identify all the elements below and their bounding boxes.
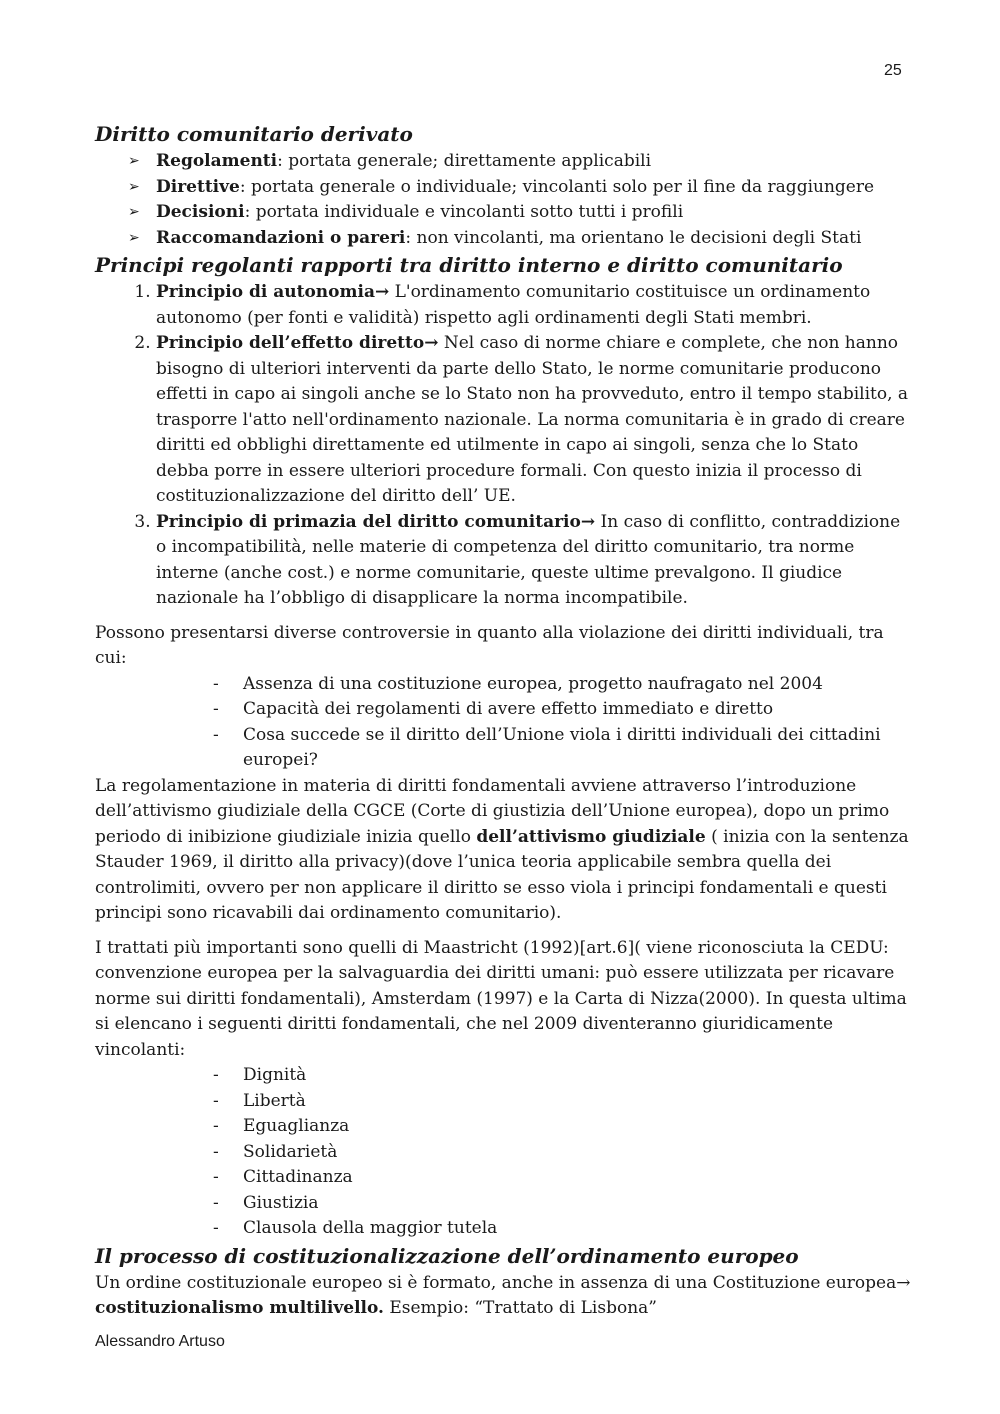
list-item [156, 331, 915, 510]
item-text: : portata individuale e vincolanti sotto tutti i profili [244, 202, 684, 222]
list-item [156, 510, 915, 612]
arrow-bullet-icon: ➢ [128, 153, 140, 169]
section-title: Il processo di costituzionalizzazione dell’ordinamento europeo [95, 1243, 799, 1268]
paragraph: I trattati più importanti sono quelli di Maastricht (1992)[art.6]( viene riconosciuta la CEDU: convenzione europea per la salvaguardia dei diritti umani: può essere utilizzata per ricavare norme sui diritti fondamentali), Amsterdam (1997) e la Carta di Nizza(2000). In questa ultima si elencano i seguenti diritti fondamentali, che nel 2009 diventeranno giuridicamente vincolanti: [95, 937, 907, 1060]
list-item: - Libertà [243, 1089, 915, 1115]
list-item [156, 280, 915, 331]
item-term: Raccomandazioni o pareri [156, 227, 406, 248]
list-item: - Clausola della maggior tutela [243, 1216, 915, 1242]
dash-bullet: - [213, 1218, 219, 1238]
item-text: In caso di conflitto, contraddizione o incompatibilità, nelle materie di competenza del diritto comunitario, tra norme interne (anche cost.) e norme comunitarie, queste ultime prevalgono. Il giudice nazionale ha l’obbligo di disapplicare la norma incompatibile. [156, 511, 901, 608]
list-item: - Capacità dei regolamenti di avere effetto immediato e diretto [243, 697, 915, 723]
item-term: Decisioni [156, 202, 245, 222]
item-term: Principio di autonomia→ [156, 282, 390, 302]
principles-list [95, 280, 915, 612]
list-item: - Giustizia [243, 1191, 915, 1217]
item-term: Direttive [156, 176, 240, 197]
list-item: - Solidarietà [243, 1140, 915, 1166]
item-text: Nel caso di norme chiare e complete, che non hanno bisogno di ulteriori interventi da parte dello Stato, le norme comunitarie producono effetti in capo ai singoli anche se lo Stato non ha provveduto, entro il tempo stabilito, a trasporre l'atto nell'ordinamento nazionale. La norma comunitaria è in grado di creare diritti ed obblighi direttamente ed utilmente in capo ai singoli, senza che lo Stato debba porre in essere ulteriori procedure formali. Con questo inizia il processo di costituzionalizzazione del diritto dell’ UE. [156, 333, 909, 506]
list-item: - Cittadinanza [243, 1165, 915, 1191]
section-title: Diritto comunitario derivato [95, 122, 413, 146]
list-item: - Dignità [243, 1063, 915, 1089]
dash-bullet: - [213, 1167, 219, 1187]
controversies-list [95, 672, 915, 774]
item-term: Regolamenti [156, 151, 278, 171]
item-term: Principio dell’effetto diretto→ [156, 333, 439, 353]
document-body [95, 120, 915, 1322]
list-item [128, 149, 915, 175]
footer-author: Alessandro Artuso [95, 1333, 225, 1350]
item-text: : non vincolanti, ma orientano le decisioni degli Stati [405, 227, 862, 248]
dash-bullet: - [213, 1141, 219, 1162]
dash-bullet: - [213, 1065, 219, 1085]
list-item [128, 200, 915, 226]
item-term: Principio di primazia del diritto comunitario→ [156, 511, 596, 532]
dash-bullet: - [213, 1116, 219, 1136]
derived-law-list [95, 149, 915, 251]
paragraph: La regolamentazione in materia di diritti fondamentali avviene attraverso l’introduzione dell’attivismo giudiziale della CGCE (Corte di giustizia dell’Unione europea), dopo un primo periodo di inibizione giudiziale inizia quello dell’attivismo giudiziale ( inizia con la sentenza Stauder 1969, il diritto alla privacy)(dove l’unica teoria applicabile sembra quella dei controlimiti, ovvero per non applicare il diritto se esso viola i principi fondamentali e questi principi sono ricavabili dai ordinamento comunitario). [95, 775, 909, 923]
item-text: : portata generale; direttamente applicabili [277, 151, 652, 171]
list-item [128, 226, 915, 252]
dash-bullet: - [213, 699, 219, 719]
rights-list [95, 1063, 915, 1242]
page-number: 25 [884, 62, 902, 79]
arrow-bullet-icon: ➢ [128, 204, 140, 220]
paragraph: Possono presentarsi diverse controversie in quanto alla violazione dei diritti individuali, tra cui: [95, 622, 884, 668]
dash-bullet: - [213, 673, 219, 694]
section-title: Principi regolanti rapporti tra diritto interno e diritto comunitario [95, 253, 843, 277]
list-item: - Assenza di una costituzione europea, progetto naufragato nel 2004 [243, 672, 915, 698]
dash-bullet: - [213, 1090, 219, 1111]
list-item: - Eguaglianza [243, 1114, 915, 1140]
item-text: L'ordinamento comunitario costituisce un ordinamento autonomo (per fonti e validità) rispetto agli ordinamenti degli Stati membri. [156, 282, 871, 328]
list-item: - Cosa succede se il diritto dell’Unione viola i diritti individuali dei cittadini europei? [213, 724, 881, 770]
dash-bullet: - [213, 724, 219, 745]
arrow-bullet-icon: ➢ [128, 178, 140, 195]
arrow-bullet-icon: ➢ [128, 229, 140, 246]
dash-bullet: - [213, 1192, 219, 1213]
item-text: : portata generale o individuale; vincolanti solo per il fine da raggiungere [239, 176, 875, 197]
paragraph: Un ordine costituzionale europeo si è formato, anche in assenza di una Costituzione europea→ costituzionalismo multilivello. Esempio: “Trattato di Lisbona” [95, 1272, 911, 1318]
list-item [128, 175, 915, 201]
